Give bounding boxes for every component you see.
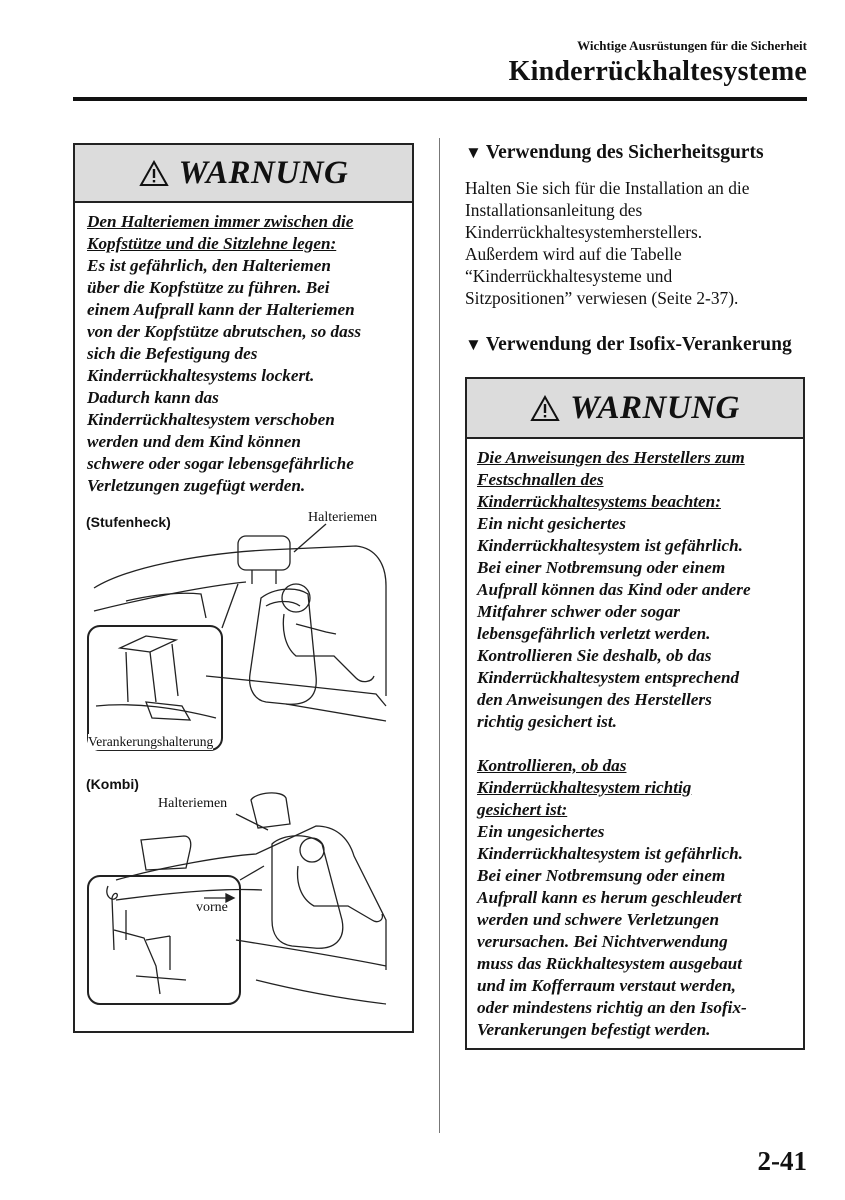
warning-text-line: Bei einer Notbremsung oder einem — [477, 866, 726, 885]
warning-text-line: oder mindestens richtig an den Isofix- — [477, 998, 747, 1017]
warning-text-line: Kontrollieren Sie deshalb, ob das — [477, 646, 712, 665]
wagon-tether-figure — [86, 770, 404, 1018]
wagon-seat-illustration — [86, 770, 404, 1018]
warning-text-line: Verletzungen zugefügt werden. — [87, 476, 306, 495]
warning-text-line: richtig gesichert ist. — [477, 712, 617, 731]
warning-text-line: Kinderrückhaltesystem ist gefährlich. — [477, 536, 743, 555]
warning-text-line: Kinderrückhaltesystem entsprechend — [477, 668, 740, 687]
warning-heading-line: Den Halteriemen immer zwischen die — [87, 212, 354, 231]
running-header-section: Wichtige Ausrüstungen für die Sicherheit — [577, 38, 807, 53]
sedan-tether-figure — [86, 506, 404, 760]
paragraph-line: Sitzpositionen” verwiesen (Seite 2-37). — [465, 288, 739, 308]
paragraph-line: Außerdem wird auf die Tabelle — [465, 244, 682, 264]
warning-text-line: schwere oder sogar lebensgefährliche — [87, 454, 354, 473]
header-rule — [73, 97, 807, 101]
warning-text-line: Kinderrückhaltesystem ist gefährlich. — [477, 844, 743, 863]
paragraph-line: “Kinderrückhaltesysteme und — [465, 266, 673, 286]
left-warning-text — [87, 211, 407, 497]
warning-heading-line: Kopfstütze und die Sitzlehne legen: — [87, 234, 337, 253]
section-title-seatbelt — [465, 142, 764, 164]
page-title: Kinderrückhaltesysteme — [508, 56, 807, 87]
right-warning-text — [477, 447, 799, 1041]
warning-text-line: Aufprall können das Kind oder andere — [477, 580, 751, 599]
warning-text-line: Kinderrückhaltesystem verschoben — [87, 410, 335, 429]
warning-text-line: über die Kopfstütze zu führen. Bei — [87, 278, 330, 297]
column-divider — [439, 138, 440, 1133]
page-number: 2-41 — [757, 1146, 807, 1176]
sedan-seat-illustration — [86, 506, 404, 760]
sedan-strap-callout: Halteriemen — [308, 510, 378, 525]
warning-text-line: Dadurch kann das — [87, 388, 219, 407]
warning-heading-line: Kinderrückhaltesystems beachten: — [477, 492, 721, 511]
warning-text-line: Bei einer Notbremsung oder einem — [477, 558, 726, 577]
left-warning-header — [75, 145, 412, 203]
triangle-bullet-icon: ▼ — [465, 335, 482, 354]
warning-text-line: werden und schwere Verletzungen — [477, 910, 720, 929]
seatbelt-paragraph — [465, 177, 805, 309]
warning-text-line: muss das Rückhaltesystem ausgebaut — [477, 954, 743, 973]
warning-text-line: Aufprall kann es herum geschleudert — [477, 888, 742, 907]
warning-text-line: Es ist gefährlich, den Halteriemen — [87, 256, 331, 275]
warning-text-line: und im Kofferraum verstaut werden, — [477, 976, 736, 995]
warning-text-line: einem Aufprall kann der Halteriemen — [87, 300, 355, 319]
warning-text-line: Kinderrückhaltesystems lockert. — [87, 366, 315, 385]
warning-text-line: verursachen. Bei Nichtverwendung — [477, 932, 728, 951]
wagon-strap-callout: Halteriemen — [158, 796, 228, 811]
right-warning-header — [467, 379, 803, 439]
warning-triangle-icon — [139, 160, 169, 187]
warning-text-line: Mitfahrer schwer oder sogar — [477, 602, 680, 621]
wagon-forward-callout: vorne — [196, 900, 228, 915]
warning-heading-line: Die Anweisungen des Herstellers zum — [477, 448, 745, 467]
paragraph-line: Halten Sie sich für die Installation an die — [465, 178, 750, 198]
warning-text-line: Ein nicht gesichertes — [477, 514, 626, 533]
paragraph-line: Kinderrückhaltesystemherstellers. — [465, 222, 703, 242]
triangle-bullet-icon: ▼ — [465, 143, 482, 162]
section-title-isofix-text: Verwendung der Isofix-Verankerung — [485, 334, 792, 355]
sedan-anchor-callout: Verankerungshalterung — [88, 734, 214, 749]
warning-heading-line: Kinderrückhaltesystem richtig — [477, 778, 692, 797]
warning-text-line: von der Kopfstütze abrutschen, so dass — [87, 322, 362, 341]
warning-heading-line: Festschnallen des — [477, 470, 604, 489]
warning-text-line: werden und dem Kind können — [87, 432, 301, 451]
warning-triangle-icon — [530, 395, 560, 422]
warning-text-line: den Anweisungen des Herstellers — [477, 690, 712, 709]
section-title-isofix — [465, 334, 792, 356]
paragraph-line: Installationsanleitung des — [465, 200, 643, 220]
sedan-figure-label: (Stufenheck) — [86, 514, 171, 530]
section-title-seatbelt-text: Verwendung des Sicherheitsgurts — [485, 142, 764, 163]
paragraph-gap — [477, 733, 799, 755]
warning-text-line: Ein ungesichertes — [477, 822, 605, 841]
warning-text-line: Verankerungen befestigt werden. — [477, 1020, 711, 1039]
warning-heading-line: Kontrollieren, ob das — [477, 756, 627, 775]
warning-text-line: lebensgefährlich verletzt werden. — [477, 624, 711, 643]
warning-heading-line: gesichert ist: — [477, 800, 568, 819]
wagon-figure-label: (Kombi) — [86, 776, 139, 792]
right-warning-label: WARNUNG — [570, 389, 740, 426]
warning-text-line: sich die Befestigung des — [87, 344, 258, 363]
left-warning-label: WARNUNG — [178, 154, 349, 191]
right-warning-box — [465, 377, 805, 1050]
